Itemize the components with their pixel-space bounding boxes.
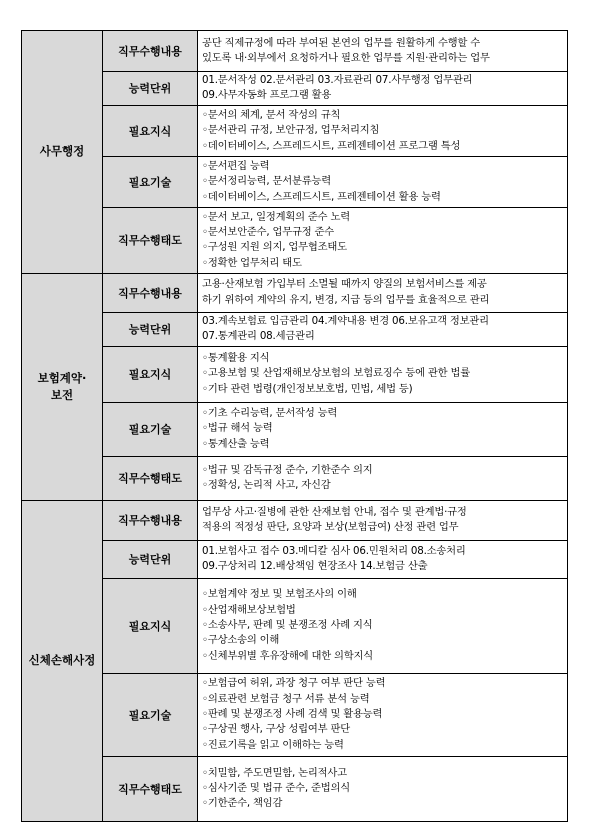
table-row bbox=[22, 346, 568, 402]
field-value bbox=[198, 72, 568, 106]
field-value bbox=[198, 273, 568, 312]
field-label: 직무수행태도 bbox=[103, 207, 198, 273]
field-label: 필요지식 bbox=[103, 578, 198, 673]
field-value-line: ◦문서편집 능력 bbox=[202, 159, 270, 172]
field-value bbox=[198, 756, 568, 821]
field-label: 직무수행내용 bbox=[103, 500, 198, 540]
field-value bbox=[198, 456, 568, 500]
field-value-line: ◦구상권 행사, 구상 성립여부 판단 bbox=[202, 723, 350, 736]
field-value-line: 하기 위하여 계약의 유지, 변경, 지급 등의 업무를 효율적으로 관리 bbox=[202, 293, 490, 306]
field-value-line: ◦데이터베이스, 스프레드시트, 프레젠테이션 프로그램 특성 bbox=[202, 139, 461, 152]
field-value-line: 적용의 적정성 판단, 요양과 보상(보험급여) 산정 관련 업무 bbox=[202, 521, 459, 534]
field-label: 필요지식 bbox=[103, 346, 198, 402]
field-value-line: 01.보험사고 접수 03.메디칼 심사 06.민원처리 08.소송처리 bbox=[202, 544, 466, 557]
field-label: 능력단위 bbox=[103, 540, 198, 578]
category-label: 사무행정 bbox=[39, 144, 85, 159]
field-value-line: ◦심사기준 및 법규 준수, 준법의식 bbox=[202, 781, 350, 794]
job-description-table-body bbox=[22, 31, 568, 822]
field-value-line: ◦산업재해보상보험법 bbox=[202, 603, 296, 616]
field-value-line: ◦문서정리능력, 문서분류능력 bbox=[202, 175, 331, 188]
table-row bbox=[22, 673, 568, 756]
field-value-line: 03.계속보험료 입금관리 04.계약내용 변경 06.보유고객 정보관리 bbox=[202, 314, 489, 327]
field-value-line: 업무상 사고·질병에 관한 산재보험 안내, 접수 및 관계법·규정 bbox=[202, 505, 467, 518]
field-value bbox=[198, 402, 568, 456]
field-value-line: ◦구성원 지원 의지, 업무협조태도 bbox=[202, 241, 347, 254]
table-row bbox=[22, 31, 568, 72]
field-value-line: ◦문서의 체계, 문서 작성의 규칙 bbox=[202, 108, 341, 121]
field-value-line: ◦데이터베이스, 스프레드시트, 프레젠테이션 활용 능력 bbox=[202, 190, 441, 203]
field-label: 직무수행태도 bbox=[103, 756, 198, 821]
field-label: 능력단위 bbox=[103, 72, 198, 106]
table-row bbox=[22, 207, 568, 273]
field-label: 필요지식 bbox=[103, 105, 198, 156]
field-value-line: ◦보험계약 정보 및 보험조사의 이해 bbox=[202, 588, 357, 601]
field-value-line: ◦소송사무, 판례 및 분쟁조정 사례 지식 bbox=[202, 618, 373, 631]
field-label: 능력단위 bbox=[103, 312, 198, 346]
field-label: 직무수행내용 bbox=[103, 273, 198, 312]
field-value-line: ◦구상소송의 이해 bbox=[202, 634, 280, 647]
field-label: 직무수행태도 bbox=[103, 456, 198, 500]
field-value-line: ◦법규 및 감독규정 준수, 기한준수 의지 bbox=[202, 463, 373, 476]
field-value bbox=[198, 207, 568, 273]
job-description-table bbox=[21, 30, 568, 822]
field-value-line: ◦정확한 업무처리 태도 bbox=[202, 256, 302, 269]
field-value-line: ◦문서 보고, 일정계획의 준수 노력 bbox=[202, 210, 350, 223]
field-value bbox=[198, 673, 568, 756]
category-cell bbox=[22, 31, 103, 274]
field-value-line: ◦보험급여 허위, 과장 청구 여부 판단 능력 bbox=[202, 677, 386, 690]
category-label: 보전 bbox=[50, 387, 74, 402]
table-row bbox=[22, 156, 568, 207]
field-value-line: ◦신체부위별 후유장해에 대한 의학지식 bbox=[202, 649, 374, 662]
field-value-line: ◦통계산출 능력 bbox=[202, 437, 270, 450]
table-row bbox=[22, 72, 568, 106]
field-value-line: 09.사무자동화 프로그램 활용 bbox=[202, 89, 332, 102]
table-row bbox=[22, 540, 568, 578]
field-value bbox=[198, 31, 568, 72]
category-label: 보험계약· bbox=[37, 370, 87, 385]
category-label: 신체손해사정 bbox=[28, 653, 96, 668]
field-value bbox=[198, 156, 568, 207]
field-value bbox=[198, 578, 568, 673]
field-value bbox=[198, 500, 568, 540]
field-value bbox=[198, 105, 568, 156]
field-value-line: ◦기한준수, 책임감 bbox=[202, 797, 283, 810]
table-row bbox=[22, 500, 568, 540]
category-cell bbox=[22, 273, 103, 500]
field-value-line: ◦치밀함, 주도면밀함, 논리적사고 bbox=[202, 766, 347, 779]
field-value bbox=[198, 346, 568, 402]
field-value-line: 공단 직제규정에 따라 부여된 본연의 업무를 원활하게 수행할 수 bbox=[202, 36, 480, 49]
table-row bbox=[22, 756, 568, 821]
field-value bbox=[198, 540, 568, 578]
field-label: 필요기술 bbox=[103, 156, 198, 207]
field-value-line: ◦진료기록을 읽고 이해하는 능력 bbox=[202, 738, 344, 751]
table-row bbox=[22, 402, 568, 456]
field-value-line: ◦고용보험 및 산업재해보상보험의 보험료징수 등에 관한 법률 bbox=[202, 367, 470, 380]
field-value-line: ◦문서관리 규정, 보안규정, 업무처리지침 bbox=[202, 124, 380, 137]
table-row bbox=[22, 456, 568, 500]
field-value-line: 09.구상처리 12.배상책임 현장조사 14.보험금 산출 bbox=[202, 560, 428, 573]
field-label: 필요기술 bbox=[103, 673, 198, 756]
field-value-line: ◦문서보안준수, 업무규정 준수 bbox=[202, 225, 335, 238]
field-value-line: 01.문서작성 02.문서관리 03.자료관리 07.사무행정 업무관리 bbox=[202, 74, 473, 86]
field-value-line: ◦정확성, 논리적 사고, 자신감 bbox=[202, 479, 331, 492]
field-label: 직무수행내용 bbox=[103, 31, 198, 72]
field-label: 필요기술 bbox=[103, 402, 198, 456]
field-value-line: ◦법규 해석 능력 bbox=[202, 422, 273, 435]
field-value-line: ◦판례 및 분쟁조정 사례 검색 및 활용능력 bbox=[202, 707, 383, 720]
table-row bbox=[22, 273, 568, 312]
category-cell bbox=[22, 500, 103, 821]
field-value-line: ◦의료관련 보험금 청구 서류 분석 능력 bbox=[202, 692, 370, 705]
table-row bbox=[22, 105, 568, 156]
field-value-line: 있도록 내·외부에서 요청하거나 필요한 업무를 지원·관리하는 업무 bbox=[202, 52, 490, 64]
field-value-line: ◦기타 관련 법령(개인정보보호법, 민법, 세법 등) bbox=[202, 382, 413, 395]
table-row bbox=[22, 578, 568, 673]
table-row bbox=[22, 312, 568, 346]
field-value bbox=[198, 312, 568, 346]
field-value-line: ◦기초 수리능력, 문서작성 능력 bbox=[202, 407, 338, 420]
field-value-line: 07.통계관리 08.세금관리 bbox=[202, 330, 315, 343]
field-value-line: ◦통계활용 지식 bbox=[202, 352, 270, 365]
field-value-line: 고용·산재보험 가입부터 소멸될 때까지 양질의 보험서비스를 제공 bbox=[202, 278, 487, 291]
